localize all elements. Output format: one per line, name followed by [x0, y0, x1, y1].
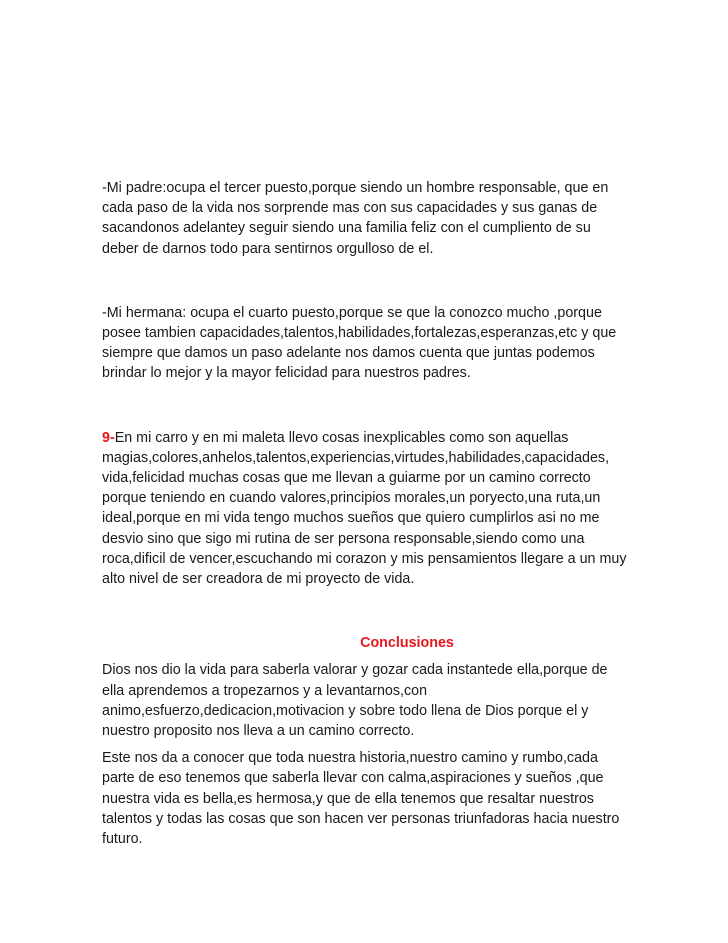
text-line: futuro. — [102, 831, 143, 848]
spacer — [102, 589, 632, 633]
conclusiones-heading: Conclusiones — [360, 635, 454, 652]
text-line: desvio sino que sigo mi rutina de ser persona responsable,siendo como una — [102, 530, 585, 547]
text-line: talentos y todas las cosas que son hacen ver personas triunfadoras hacia nuestro — [102, 810, 620, 827]
spacer — [102, 741, 632, 748]
spacer — [102, 259, 632, 303]
text-line: -Mi padre:ocupa el tercer puesto,porque siendo un hombre responsable, que en — [102, 180, 609, 196]
text-line: cada paso de la vida nos sorprende mas con sus capacidades y sus ganas de — [102, 200, 598, 217]
text-line: siempre que damos un paso adelante nos damos cuenta que juntas podemos — [102, 345, 595, 362]
text-line: nuestro proposito nos lleva a un camino correcto. — [102, 723, 415, 740]
text-line: ideal,porque en mi vida tengo muchos sueños que quiero cumplirlos asi no me — [102, 510, 600, 527]
item-number: 9- — [102, 429, 115, 446]
text-line: sacandonos adelantey seguir siendo una familia feliz con el cumpliento de su — [102, 220, 591, 237]
item-9-first-line: En mi carro y en mi maleta llevo cosas inexplicables como son aquellas — [114, 429, 569, 446]
paragraph-conclusion-1 — [102, 660, 632, 741]
text-line: parte de eso tenemos que saberla llevar con calma,aspiraciones y sueños ,que — [102, 770, 604, 787]
text-line: magias,colores,anhelos,talentos,experiencias,virtudes,habilidades,capacidades, — [102, 449, 610, 466]
text-line: Este nos da a conocer que toda nuestra historia,nuestro camino y rumbo,cada — [102, 750, 598, 767]
text-line: roca,dificil de vencer,escuchando mi corazon y mis pensamientos llegare a un muy — [102, 550, 627, 567]
paragraph-hermana — [102, 303, 632, 384]
text-line: deber de darnos todo para sentirnos orgulloso de el. — [102, 240, 434, 257]
text-line: porque teniendo en cuando valores,principios morales,un poryecto,una ruta,un — [102, 490, 601, 507]
document-body — [102, 178, 632, 849]
text-line: Dios nos dio la vida para saberla valorar y gozar cada instantede ella,porque de — [102, 662, 608, 679]
text-line: animo,esfuerzo,dedicacion,motivacion y sobre todo llena de Dios porque el y — [102, 702, 589, 719]
text-line: alto nivel de ser creadora de mi proyecto de vida. — [102, 571, 415, 588]
text-line: -Mi hermana: ocupa el cuarto puesto,porque se que la conozco mucho ,porque — [102, 304, 602, 321]
paragraph-padre — [102, 178, 632, 259]
text-line: vida,felicidad muchas cosas que me llevan a guiarme por un camino correcto — [102, 470, 591, 487]
paragraph-conclusion-2 — [102, 748, 632, 849]
text-line — [102, 428, 632, 448]
text-line: posee tambien capacidades,talentos,habilidades,fortalezas,esperanzas,etc y que — [102, 325, 617, 342]
spacer — [102, 384, 632, 428]
text-line: brindar lo mejor y la mayor felicidad para nuestros padres. — [102, 365, 471, 382]
text-line: ella aprendemos a tropezarnos y a levantarnos,con — [102, 682, 428, 699]
spacer — [102, 653, 632, 660]
paragraph-item-9 — [102, 428, 632, 590]
text-line: nuestra vida es bella,es hermosa,y que de ella tenemos que resaltar nuestros — [102, 790, 594, 807]
